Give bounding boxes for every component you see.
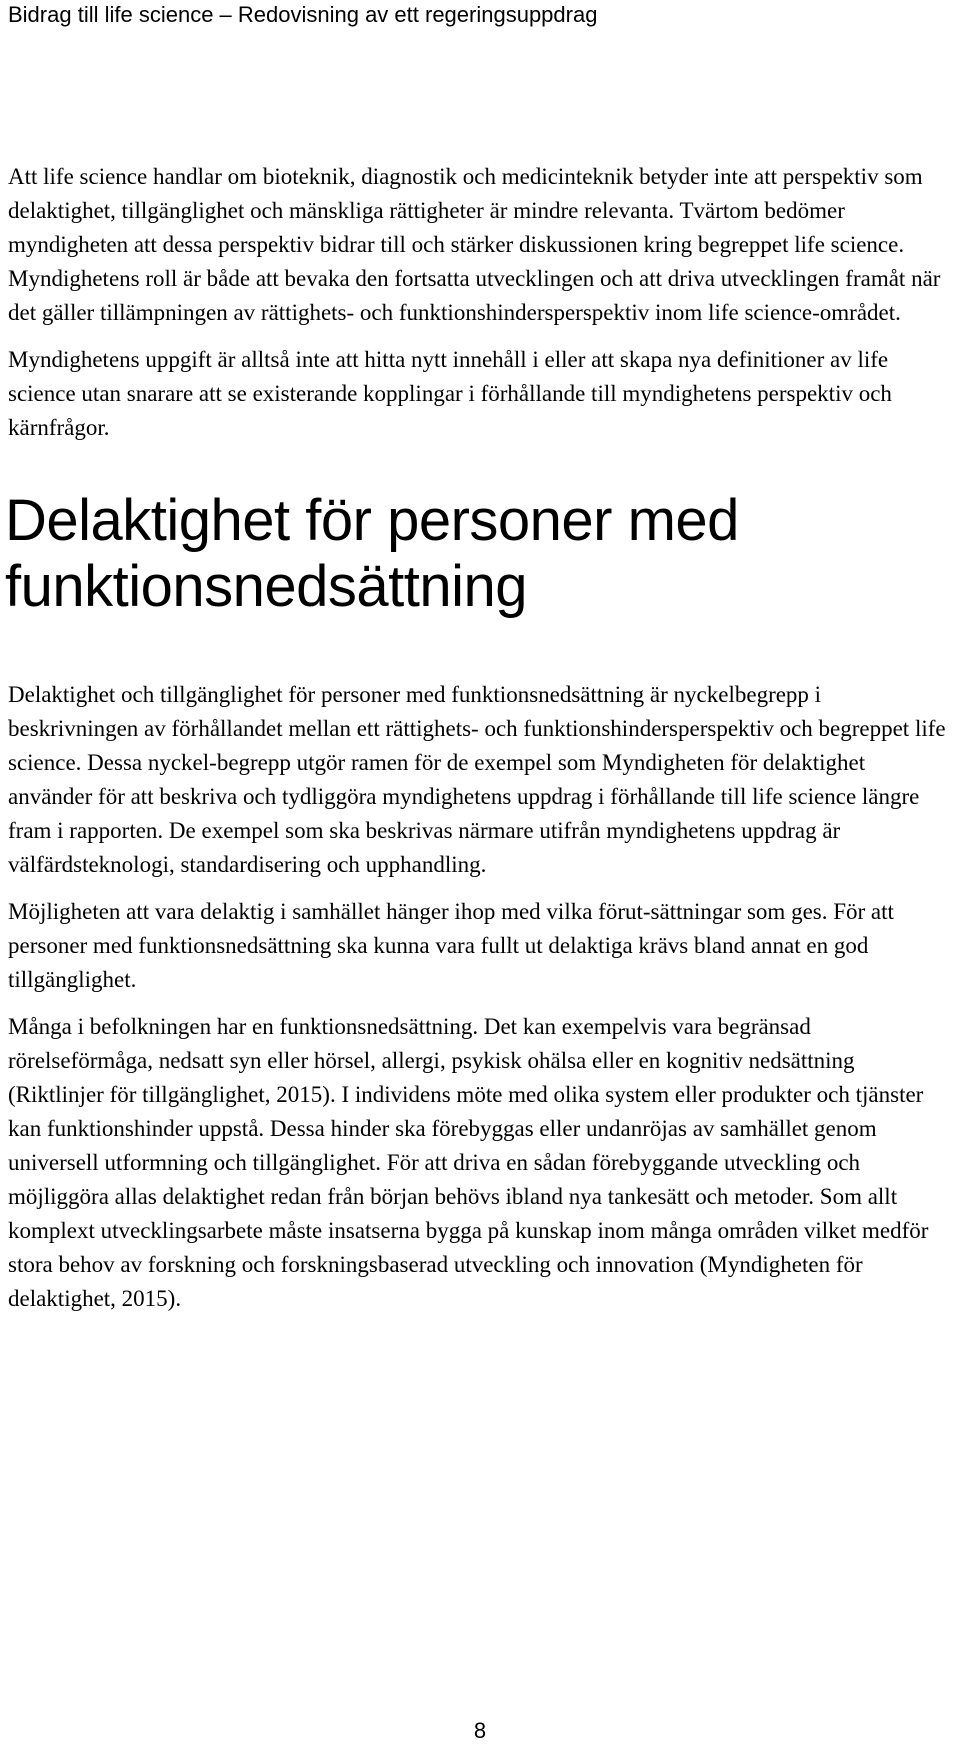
body-paragraph: Myndighetens uppgift är alltså inte att hitta nytt innehåll i eller att skapa nya definitioner av life science utan snarare att se existerande kopplingar i förhållande till myndighetens perspektiv och kärnfrågor. bbox=[8, 347, 892, 440]
document-body bbox=[5, 160, 953, 1316]
body-paragraph: Att life science handlar om bioteknik, diagnostik och medicinteknik betyder inte att perspektiv som delaktighet, tillgänglighet och mänskliga rättigheter är mindre relevanta. Tvärtom bedömer myndigheten att dessa perspektiv bidrar till och stärker diskussionen kring begreppet life science. Myndighetens roll är både att bevaka den fortsatta utvecklingen och att driva utvecklingen framåt när det gäller tillämpningen av rättighets- och funktionshindersperspektiv inom life science-området. bbox=[8, 164, 941, 325]
page-number: 8 bbox=[473, 1718, 487, 1743]
running-header: Bidrag till life science – Redovisning av ett regeringsuppdrag bbox=[8, 2, 598, 27]
section-heading: Delaktighet för personer med funktionsnedsättning bbox=[5, 488, 739, 619]
body-paragraph: Möjligheten att vara delaktig i samhället hänger ihop med vilka förut-sättningar som ges. För att personer med funktionsnedsättning ska kunna vara fullt ut delaktiga krävs bland annat en god tillgänglighet. bbox=[8, 899, 894, 992]
body-paragraph: Delaktighet och tillgänglighet för personer med funktionsnedsättning är nyckelbegrepp i beskrivningen av förhållandet mellan ett rättighets- och funktionshindersperspektiv och begreppet life science. Dessa nyckel-begrepp utgör ramen för de exempel som Myndigheten för delaktighet använder för att beskriva och tydliggöra myndighetens uppdrag i förhållande till life science längre fram i rapporten. De exempel som ska beskrivas närmare utifrån myndighetens uppdrag är välfärdsteknologi, standardisering och upphandling. bbox=[8, 682, 946, 877]
body-paragraph: Många i befolkningen har en funktionsnedsättning. Det kan exempelvis vara begränsad rörelseförmåga, nedsatt syn eller hörsel, allergi, psykisk ohälsa eller en kognitiv nedsättning (Riktlinjer för tillgänglighet, 2015). I individens möte med olika system eller produkter och tjänster kan funktionshinder uppstå. Dessa hinder ska förebyggas eller undanröjas av samhället genom universell utformning och tillgänglighet. För att driva en sådan förebyggande utveckling och möjliggöra allas delaktighet redan från början behövs ibland nya tankesätt och metoder. Som allt komplext utvecklingsarbete måste insatserna bygga på kunskap inom många områden vilket medför stora behov av forskning och forskningsbaserad utveckling och innovation (Myndigheten för delaktighet, 2015). bbox=[8, 1014, 929, 1311]
